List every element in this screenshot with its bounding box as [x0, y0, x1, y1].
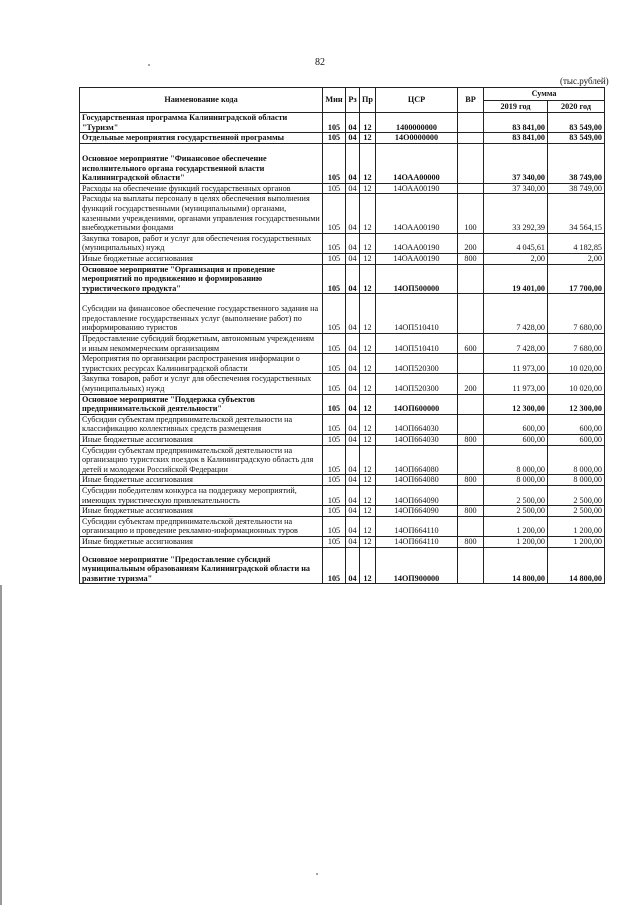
row-2020: 38 749,00 — [548, 143, 605, 183]
row-min: 105 — [323, 435, 346, 446]
row-vr — [458, 294, 484, 334]
row-2020: 34 564,15 — [548, 194, 605, 233]
row-vr — [458, 354, 484, 374]
row-rz: 04 — [346, 133, 360, 144]
row-min: 105 — [323, 547, 346, 584]
row-name: Предоставление субсидий бюджетным, автономным учреждениям и иным некоммерческим организациям — [80, 334, 323, 354]
row-rz: 04 — [346, 445, 360, 475]
row-rz: 04 — [346, 506, 360, 517]
table-row — [80, 506, 605, 517]
row-name: Закупка товаров, работ и услуг для обеспечения государственных (муниципальных) нужд — [80, 374, 323, 394]
row-csr: 14ОП600000 — [376, 394, 458, 414]
row-2019: 600,00 — [484, 435, 548, 446]
row-csr: 14ОП510410 — [376, 334, 458, 354]
table-row — [80, 294, 605, 334]
row-pr: 12 — [360, 264, 376, 294]
row-vr — [458, 516, 484, 536]
table-row — [80, 183, 605, 194]
row-name-text: Основное мероприятие "Финансовое обеспечение исполнительного органа государственной власти Калининградской области" — [82, 153, 267, 183]
row-name — [80, 547, 323, 584]
row-rz: 04 — [346, 143, 360, 183]
row-name-text: Основное мероприятие "Предоставление субсидий муниципальным образованиям Калининградской области на развитие туризма" — [82, 554, 311, 583]
row-rz: 04 — [346, 233, 360, 253]
row-vr: 200 — [458, 233, 484, 253]
row-min: 105 — [323, 354, 346, 374]
row-rz: 04 — [346, 547, 360, 584]
row-min: 105 — [323, 253, 346, 264]
row-2020: 14 800,00 — [548, 547, 605, 584]
scan-dust-dot — [148, 64, 150, 66]
row-2019: 1 200,00 — [484, 516, 548, 536]
row-name — [80, 294, 323, 334]
table-row — [80, 414, 605, 434]
row-csr: 14ОП664110 — [376, 516, 458, 536]
row-2020: 83 549,00 — [548, 113, 605, 133]
table-row — [80, 547, 605, 584]
row-name: Мероприятия по организации распространения информации о туристских ресурсах Калининградской области — [80, 354, 323, 374]
table-row — [80, 394, 605, 414]
row-min: 105 — [323, 536, 346, 547]
row-min: 105 — [323, 506, 346, 517]
row-vr — [458, 414, 484, 434]
row-vr: 800 — [458, 475, 484, 486]
row-csr: 14О0000000 — [376, 133, 458, 144]
table-row — [80, 475, 605, 486]
header-min: Мин — [323, 88, 346, 113]
row-vr — [458, 133, 484, 144]
row-2020: 83 549,00 — [548, 133, 605, 144]
row-vr — [458, 547, 484, 584]
row-name: Субсидии победителям конкурса на поддержку мероприятий, имеющих туристическую привлекательность — [80, 485, 323, 505]
row-name: Субсидии субъектам предпринимательской деятельности на организацию и проведение рекламно-информационных туров — [80, 516, 323, 536]
row-2019: 2 500,00 — [484, 506, 548, 517]
row-min: 105 — [323, 294, 346, 334]
row-2019: 8 000,00 — [484, 475, 548, 486]
row-2019: 11 973,00 — [484, 374, 548, 394]
row-2019: 33 292,39 — [484, 194, 548, 233]
row-vr — [458, 264, 484, 294]
row-vr — [458, 394, 484, 414]
row-rz: 04 — [346, 294, 360, 334]
row-csr: 14ОП510410 — [376, 294, 458, 334]
row-vr: 100 — [458, 194, 484, 233]
row-2020: 4 182,85 — [548, 233, 605, 253]
row-csr: 14ОАА00190 — [376, 183, 458, 194]
table-row — [80, 233, 605, 253]
table-row — [80, 485, 605, 505]
row-pr: 12 — [360, 485, 376, 505]
table-row — [80, 354, 605, 374]
row-rz: 04 — [346, 264, 360, 294]
row-csr: 14ОП664090 — [376, 485, 458, 505]
row-vr: 800 — [458, 536, 484, 547]
row-rz: 04 — [346, 475, 360, 486]
units-label: (тыс.рублей) — [560, 76, 609, 86]
row-pr: 12 — [360, 233, 376, 253]
row-rz: 04 — [346, 374, 360, 394]
row-name: Расходы на обеспечение функций государственных органов — [80, 183, 323, 194]
row-2019: 37 340,00 — [484, 143, 548, 183]
row-name: Государственная программа Калининградской области "Туризм" — [80, 113, 323, 133]
row-name: Иные бюджетные ассигнования — [80, 536, 323, 547]
row-vr — [458, 113, 484, 133]
row-pr: 12 — [360, 133, 376, 144]
row-2020: 600,00 — [548, 435, 605, 446]
row-vr: 800 — [458, 253, 484, 264]
header-csr: ЦСР — [376, 88, 458, 113]
row-min: 105 — [323, 475, 346, 486]
table-row — [80, 435, 605, 446]
row-2019: 37 340,00 — [484, 183, 548, 194]
row-rz: 04 — [346, 354, 360, 374]
row-2019: 12 300,00 — [484, 394, 548, 414]
row-csr: 1400000000 — [376, 113, 458, 133]
row-vr — [458, 143, 484, 183]
row-rz: 04 — [346, 113, 360, 133]
row-csr: 14ОП500000 — [376, 264, 458, 294]
row-vr — [458, 485, 484, 505]
row-csr: 14ОП664080 — [376, 475, 458, 486]
row-name: Закупка товаров, работ и услуг для обеспечения государственных (муниципальных) нужд — [80, 233, 323, 253]
row-2019: 7 428,00 — [484, 334, 548, 354]
row-csr: 14ОП520300 — [376, 374, 458, 394]
row-2020: 10 020,00 — [548, 374, 605, 394]
table-row — [80, 264, 605, 294]
row-pr: 12 — [360, 536, 376, 547]
row-csr: 14ОАА00000 — [376, 143, 458, 183]
row-pr: 12 — [360, 435, 376, 446]
row-2020: 2,00 — [548, 253, 605, 264]
row-vr: 600 — [458, 334, 484, 354]
row-pr: 12 — [360, 516, 376, 536]
row-csr: 14ОП664030 — [376, 414, 458, 434]
table-row — [80, 334, 605, 354]
row-pr: 12 — [360, 334, 376, 354]
row-pr: 12 — [360, 294, 376, 334]
header-2019: 2019 год — [484, 100, 548, 113]
row-2020: 2 500,00 — [548, 506, 605, 517]
row-min: 105 — [323, 133, 346, 144]
row-pr: 12 — [360, 143, 376, 183]
row-pr: 12 — [360, 506, 376, 517]
table-row — [80, 516, 605, 536]
row-name — [80, 143, 323, 183]
row-csr: 14ОП520300 — [376, 354, 458, 374]
row-csr: 14ОП664030 — [376, 435, 458, 446]
row-vr: 800 — [458, 435, 484, 446]
row-min: 105 — [323, 485, 346, 505]
row-name: Иные бюджетные ассигнования — [80, 435, 323, 446]
row-2019: 2 500,00 — [484, 485, 548, 505]
row-csr: 14ОП664110 — [376, 536, 458, 547]
row-2020: 600,00 — [548, 414, 605, 434]
table-row — [80, 445, 605, 475]
table-row — [80, 374, 605, 394]
row-pr: 12 — [360, 194, 376, 233]
scan-edge-mark — [0, 585, 2, 905]
row-csr: 14ОАА00190 — [376, 233, 458, 253]
row-pr: 12 — [360, 445, 376, 475]
row-min: 105 — [323, 516, 346, 536]
row-rz: 04 — [346, 414, 360, 434]
row-2019: 83 841,00 — [484, 113, 548, 133]
row-2019: 11 973,00 — [484, 354, 548, 374]
row-rz: 04 — [346, 435, 360, 446]
row-pr: 12 — [360, 394, 376, 414]
header-rz: Рз — [346, 88, 360, 113]
row-2019: 4 045,61 — [484, 233, 548, 253]
row-pr: 12 — [360, 113, 376, 133]
row-name: Отдельные мероприятия государственной программы — [80, 133, 323, 144]
row-2020: 1 200,00 — [548, 536, 605, 547]
header-vr: ВР — [458, 88, 484, 113]
row-pr: 12 — [360, 183, 376, 194]
table-row — [80, 133, 605, 144]
row-2020: 17 700,00 — [548, 264, 605, 294]
table-row — [80, 194, 605, 233]
row-rz: 04 — [346, 183, 360, 194]
row-2020: 7 680,00 — [548, 334, 605, 354]
row-name: Иные бюджетные ассигнования — [80, 506, 323, 517]
table-row — [80, 113, 605, 133]
header-sum: Сумма — [484, 88, 605, 101]
row-2020: 7 680,00 — [548, 294, 605, 334]
row-2020: 10 020,00 — [548, 354, 605, 374]
row-name: Субсидии субъектам предпринимательской деятельности на организацию туристских поездок в Калининградскую область для детей и молодежи Российской Федерации — [80, 445, 323, 475]
row-pr: 12 — [360, 547, 376, 584]
row-min: 105 — [323, 414, 346, 434]
row-min: 105 — [323, 113, 346, 133]
row-rz: 04 — [346, 516, 360, 536]
page-number: 82 — [315, 57, 325, 68]
budget-table — [79, 87, 605, 584]
row-pr: 12 — [360, 374, 376, 394]
row-name: Субсидии субъектам предпринимательской деятельности на классификацию коллективных средств размещения — [80, 414, 323, 434]
row-2020: 38 749,00 — [548, 183, 605, 194]
row-min: 105 — [323, 264, 346, 294]
row-2019: 600,00 — [484, 414, 548, 434]
row-vr: 200 — [458, 374, 484, 394]
row-min: 105 — [323, 143, 346, 183]
row-name: Основное мероприятие "Поддержка субъектов предпринимательской деятельности" — [80, 394, 323, 414]
row-2020: 8 000,00 — [548, 445, 605, 475]
row-rz: 04 — [346, 334, 360, 354]
row-rz: 04 — [346, 253, 360, 264]
row-min: 105 — [323, 183, 346, 194]
row-csr: 14ОП664080 — [376, 445, 458, 475]
row-2020: 1 200,00 — [548, 516, 605, 536]
row-2019: 2,00 — [484, 253, 548, 264]
row-pr: 12 — [360, 354, 376, 374]
row-min: 105 — [323, 233, 346, 253]
row-vr — [458, 183, 484, 194]
row-min: 105 — [323, 334, 346, 354]
scan-dust-dot — [316, 873, 318, 875]
header-pr: Пр — [360, 88, 376, 113]
row-pr: 12 — [360, 475, 376, 486]
row-name-text: Субсидии на финансовое обеспечение государственного задания на предоставление государственных услуг (выполнение работ) по информированию туристов — [82, 304, 319, 333]
row-2019: 14 800,00 — [484, 547, 548, 584]
row-2020: 8 000,00 — [548, 475, 605, 486]
table-row — [80, 143, 605, 183]
header-2020: 2020 год — [548, 100, 605, 113]
row-rz: 04 — [346, 394, 360, 414]
row-vr — [458, 445, 484, 475]
row-min: 105 — [323, 394, 346, 414]
row-pr: 12 — [360, 414, 376, 434]
row-2020: 2 500,00 — [548, 485, 605, 505]
row-name: Основное мероприятие "Организация и проведение мероприятий по продвижению и формированию туристического продукта" — [80, 264, 323, 294]
row-name: Иные бюджетные ассигнования — [80, 253, 323, 264]
row-pr: 12 — [360, 253, 376, 264]
row-name: Расходы на выплаты персоналу в целях обеспечения выполнения функций государственными (муниципальными) органами, казенными учреждениями, органами управления государственными внебюджетными фондами — [80, 194, 323, 233]
row-rz: 04 — [346, 536, 360, 547]
row-2019: 19 401,00 — [484, 264, 548, 294]
row-min: 105 — [323, 445, 346, 475]
row-csr: 14ОАА00190 — [376, 194, 458, 233]
row-min: 105 — [323, 374, 346, 394]
row-min: 105 — [323, 194, 346, 233]
table-row — [80, 536, 605, 547]
row-csr: 14ОП900000 — [376, 547, 458, 584]
row-rz: 04 — [346, 194, 360, 233]
row-2019: 1 200,00 — [484, 536, 548, 547]
row-rz: 04 — [346, 485, 360, 505]
row-csr: 14ОАА00190 — [376, 253, 458, 264]
table-row — [80, 253, 605, 264]
row-vr: 800 — [458, 506, 484, 517]
row-csr: 14ОП664090 — [376, 506, 458, 517]
row-2019: 8 000,00 — [484, 445, 548, 475]
row-name: Иные бюджетные ассигнования — [80, 475, 323, 486]
header-name: Наименование кода — [80, 88, 323, 113]
row-2019: 83 841,00 — [484, 133, 548, 144]
row-2020: 12 300,00 — [548, 394, 605, 414]
row-2019: 7 428,00 — [484, 294, 548, 334]
